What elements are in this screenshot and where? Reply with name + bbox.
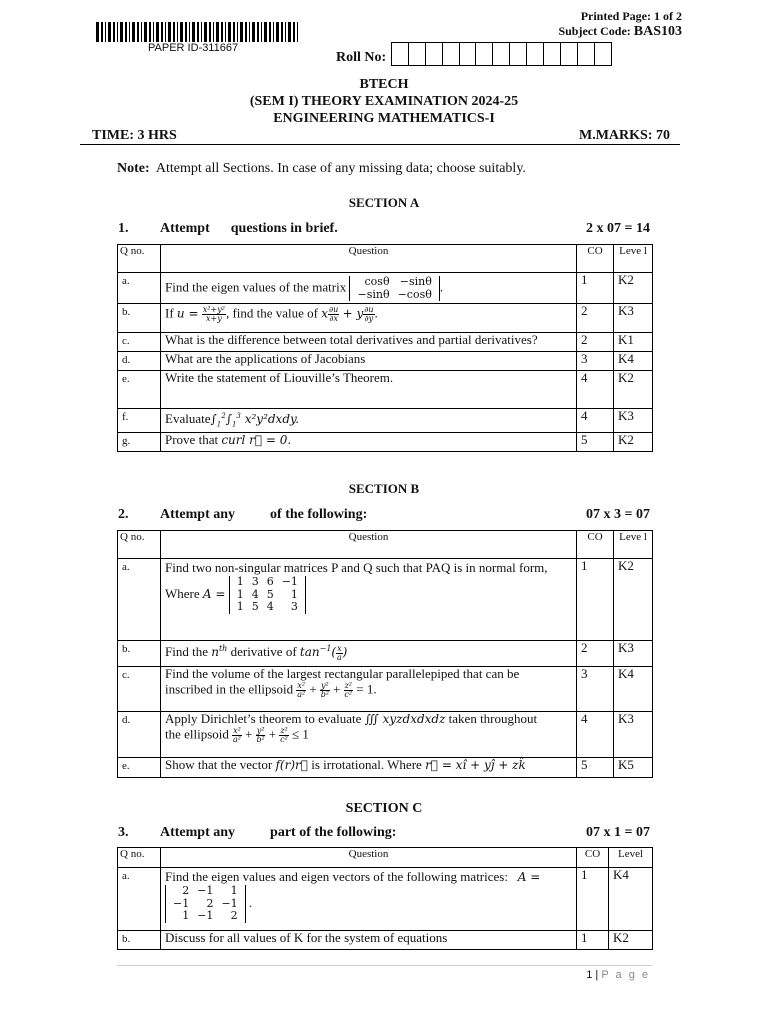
- row-co: 4: [577, 409, 614, 433]
- row-question: Discuss for all values of K for the system of equations: [161, 931, 577, 950]
- row-qno: c.: [118, 333, 161, 352]
- row-question: Show that the vector f(r)r⃗ is irrotational. Where r⃗ = xî + yĵ + zk̂: [161, 758, 577, 778]
- q1-instruction: Attempt questions in brief.: [160, 221, 338, 236]
- question-text: is irrotational. Where: [311, 757, 422, 772]
- row-question: Find the eigen values and eigen vectors of the following matrices: A = 2 −1 1 −1 2 −1 1 −1 2 .: [161, 868, 577, 931]
- q2-marks: 07 x 3 = 07: [586, 507, 650, 522]
- barcode-bar: [113, 22, 115, 42]
- subject-title: ENGINEERING MATHEMATICS-I: [273, 111, 495, 126]
- question-text: the ellipsoid: [165, 726, 229, 742]
- barcode-bar: [293, 22, 295, 42]
- co-header: CO: [577, 245, 614, 273]
- section-c-title: SECTION C: [345, 801, 423, 816]
- roll-no-label: Roll No:: [336, 50, 387, 65]
- page-footer: 1 | P a g e: [586, 969, 650, 981]
- row-qno: g.: [118, 433, 161, 452]
- barcode-bar: [144, 22, 147, 42]
- section-b-table: [117, 530, 653, 778]
- header-divider: [80, 144, 680, 145]
- row-qno: c.: [118, 667, 161, 712]
- q2-instruction: Attempt any of the following:: [160, 507, 368, 522]
- row-level: K3: [614, 641, 653, 667]
- time-allowed: TIME: 3 HRS: [92, 128, 177, 143]
- row-co: 2: [577, 304, 614, 333]
- row-level: K4: [614, 667, 653, 712]
- row-qno: a.: [118, 868, 161, 931]
- row-qno: a.: [118, 559, 161, 641]
- row-level: K3: [614, 712, 653, 758]
- roll-no-box[interactable]: [460, 42, 477, 66]
- barcode-bar: [297, 22, 298, 42]
- roll-no-box[interactable]: [510, 42, 527, 66]
- q1-marks: 2 x 07 = 14: [586, 221, 650, 236]
- level-header: Level: [609, 848, 653, 868]
- subject-code-label: Subject Code:: [558, 24, 631, 38]
- row-qno: f.: [118, 409, 161, 433]
- exam-title: (SEM I) THEORY EXAMINATION 2024-25: [249, 94, 519, 109]
- row-question: Apply Dirichlet’s theorem to evaluate ∭ xyzdxdxdz taken throughout the ellipsoid $\frac{\text{x²}}{\text{a²}}$ + $\frac{\text{y²}}{\text{b²}}$ + $\frac{\text{z²}}{\text{c²}}$ ≤ 1: [161, 712, 577, 758]
- row-level: K5: [614, 758, 653, 778]
- row-co: 3: [577, 352, 614, 371]
- row-question: Find the volume of the largest rectangular parallelepiped that can be inscribed in the ellipsoid $\frac{\text{x²}}{\text{a²}}$ + $\frac{\text{y²}}{\text{b²}}$ + $\frac{\text{z²}}{\text{c²}}$ = 1.: [161, 667, 577, 712]
- barcode-bar: [261, 22, 262, 42]
- barcode-bar: [288, 22, 291, 42]
- barcode-bar: [101, 22, 103, 42]
- page-label: P a g e: [601, 969, 650, 981]
- barcode-bar: [120, 22, 123, 42]
- row-question: If u = $\frac{\text{x²+y²}}{x+y}$ , find the value of x $\frac{\partial u}{\partial x}$ + y $\frac{\partial u}{\partial y}$ .: [161, 304, 577, 333]
- page-number: 1: [586, 969, 593, 981]
- barcode-bar: [105, 22, 106, 42]
- table-row: [118, 371, 653, 409]
- barcode-bar: [129, 22, 130, 42]
- barcode-bar: [189, 22, 190, 42]
- question-text: Find the volume of the largest rectangular parallelepiped that can be: [165, 666, 520, 681]
- row-question: Find the $n^{th}$ derivative of $\tan^{-1}$( $\frac{x}{a}$ ): [161, 641, 577, 667]
- table-row: [118, 868, 653, 931]
- row-qno: d.: [118, 712, 161, 758]
- row-question: What are the applications of Jacobians: [161, 352, 577, 371]
- row-co: 5: [577, 433, 614, 452]
- paper-id: PAPER ID-311667: [148, 42, 239, 54]
- q1-number: 1.: [118, 221, 129, 236]
- row-qno: b.: [118, 641, 161, 667]
- co-header: CO: [577, 531, 614, 559]
- level-header: Leve l: [614, 531, 653, 559]
- table-row: [118, 641, 653, 667]
- printed-page: Printed Page: 1 of 2: [580, 9, 682, 23]
- roll-no-box[interactable]: [443, 42, 460, 66]
- note-text: Attempt all Sections. In case of any missing data; choose suitably.: [155, 161, 526, 176]
- barcode-bar: [257, 22, 259, 42]
- qno-header: Q no.: [118, 245, 161, 273]
- row-co: 1: [577, 559, 614, 641]
- barcode-bar: [132, 22, 135, 42]
- roll-no-box[interactable]: [561, 42, 578, 66]
- barcode-bar: [165, 22, 166, 42]
- barcode-bar: [221, 22, 223, 42]
- row-co: 1: [577, 868, 609, 931]
- table-row: [118, 333, 653, 352]
- barcode-bar: [117, 22, 118, 42]
- course-title: BTECH: [359, 77, 409, 92]
- table-row: [118, 758, 653, 778]
- row-qno: d.: [118, 352, 161, 371]
- section-a-title: SECTION A: [348, 195, 420, 210]
- table-row: [118, 712, 653, 758]
- question-text: Find the eigen values of the matrix: [165, 279, 347, 295]
- barcode-bar: [281, 22, 283, 42]
- row-question: Prove that curl r⃗ = 0.: [161, 433, 577, 452]
- question-header: Question: [161, 245, 577, 273]
- barcode-bar: [173, 22, 175, 42]
- table-header-row: [118, 848, 653, 868]
- question-text: taken throughout: [448, 711, 538, 726]
- matrix: 2 −1 1 −1 2 −1 1 −1 2: [165, 885, 246, 923]
- barcode-bar: [276, 22, 279, 42]
- question-text: Apply Dirichlet’s theorem to evaluate: [165, 711, 362, 726]
- table-row: [118, 931, 653, 950]
- question-text: Prove that: [165, 432, 219, 447]
- co-header: CO: [577, 848, 609, 868]
- row-question: Find two non-singular matrices P and Q such that PAQ is in normal form, Where A = 1 3 6 −1 1 4 5 1 1 5 4 3: [161, 559, 577, 641]
- row-qno: e.: [118, 371, 161, 409]
- row-level: K2: [609, 931, 653, 950]
- footer-divider: [117, 965, 652, 966]
- barcode-bar: [245, 22, 247, 42]
- q3-instruction: Attempt any part of the following:: [160, 825, 397, 840]
- row-level: K2: [614, 433, 653, 452]
- subject-code-value: BAS103: [633, 24, 682, 39]
- note: [117, 161, 526, 177]
- barcode-bar: [209, 22, 211, 42]
- barcode-bar: [264, 22, 267, 42]
- note-label: Note:: [117, 161, 150, 176]
- roll-no-box[interactable]: [578, 42, 595, 66]
- roll-no-box[interactable]: [544, 42, 561, 66]
- row-qno: e.: [118, 758, 161, 778]
- barcode-bar: [216, 22, 219, 42]
- section-c-table: [117, 847, 653, 950]
- row-qno: b.: [118, 931, 161, 950]
- barcode-bar: [137, 22, 139, 42]
- barcode-bar: [204, 22, 207, 42]
- row-question: Find the eigen values of the matrix cosθ −sinθ −sinθ −cosθ .: [161, 273, 577, 304]
- question-header: Question: [161, 531, 577, 559]
- barcode-bar: [228, 22, 231, 42]
- question-text: inscribed in the ellipsoid: [165, 681, 294, 697]
- section-a-table: [117, 244, 653, 452]
- row-co: 4: [577, 712, 614, 758]
- table-row: [118, 433, 653, 452]
- row-level: K4: [609, 868, 653, 931]
- table-row: [118, 559, 653, 641]
- question-text: Evaluate: [165, 411, 211, 426]
- row-question: Write the statement of Liouville’s Theorem.: [161, 371, 577, 409]
- roll-no-box[interactable]: [493, 42, 510, 66]
- barcode-bar: [285, 22, 286, 42]
- barcode-bar: [273, 22, 274, 42]
- question-text: , find the value of: [225, 305, 318, 321]
- subject-code: [558, 24, 682, 40]
- question-text: Find the eigen values and eigen vectors of the following matrices:: [165, 869, 508, 884]
- roll-no-boxes[interactable]: [391, 42, 612, 66]
- roll-no-box[interactable]: [392, 42, 409, 66]
- roll-no-box[interactable]: [426, 42, 443, 66]
- barcode: [96, 22, 302, 42]
- question-text: If: [165, 305, 174, 321]
- row-co: 1: [577, 273, 614, 304]
- row-co: 2: [577, 333, 614, 352]
- qno-header: Q no.: [118, 531, 161, 559]
- q3-marks: 07 x 1 = 07: [586, 825, 650, 840]
- q2-number: 2.: [118, 507, 129, 522]
- roll-no-box[interactable]: [595, 42, 612, 66]
- row-co: 5: [577, 758, 614, 778]
- section-b-title: SECTION B: [348, 481, 420, 496]
- row-level: K2: [614, 273, 653, 304]
- row-question: What is the difference between total derivatives and partial derivatives?: [161, 333, 577, 352]
- question-text: Find two non-singular matrices P and Q such that PAQ is in normal form,: [165, 560, 548, 575]
- roll-no-box[interactable]: [476, 42, 493, 66]
- barcode-bar: [269, 22, 271, 42]
- barcode-bar: [185, 22, 187, 42]
- barcode-bar: [96, 22, 99, 42]
- max-marks: M.MARKS: 70: [579, 128, 670, 143]
- row-qno: b.: [118, 304, 161, 333]
- roll-no-box[interactable]: [527, 42, 544, 66]
- table-header-row: [118, 245, 653, 273]
- barcode-bar: [108, 22, 111, 42]
- barcode-bar: [192, 22, 195, 42]
- row-level: K3: [614, 304, 653, 333]
- barcode-bar: [197, 22, 199, 42]
- question-text: derivative of: [230, 644, 297, 659]
- qno-header: Q no.: [118, 848, 161, 868]
- table-header-row: [118, 531, 653, 559]
- barcode-bar: [125, 22, 127, 42]
- row-level: K4: [614, 352, 653, 371]
- q3-number: 3.: [118, 825, 129, 840]
- barcode-bar: [249, 22, 250, 42]
- question-text: Where: [165, 585, 200, 601]
- barcode-bar: [252, 22, 255, 42]
- row-co: 1: [577, 931, 609, 950]
- question-text: Show that the vector: [165, 757, 273, 772]
- table-row: [118, 273, 653, 304]
- question-header: Question: [161, 848, 577, 868]
- table-row: [118, 304, 653, 333]
- table-row: [118, 409, 653, 433]
- row-level: K2: [614, 371, 653, 409]
- row-co: 4: [577, 371, 614, 409]
- matrix: cosθ −sinθ −sinθ −cosθ: [349, 276, 439, 301]
- barcode-bar: [153, 22, 154, 42]
- row-co: 3: [577, 667, 614, 712]
- matrix: 1 3 6 −1 1 4 5 1 1 5 4 3: [229, 576, 306, 614]
- roll-no-box[interactable]: [409, 42, 426, 66]
- barcode-bar: [240, 22, 243, 42]
- barcode-bar: [149, 22, 151, 42]
- barcode-bar: [141, 22, 142, 42]
- row-question: $Evaluate\int_1^2\int_1^3$ x²y²dxdy.: [161, 409, 577, 433]
- question-text: Find the: [165, 644, 208, 659]
- level-header: Leve l: [614, 245, 653, 273]
- barcode-bar: [201, 22, 202, 42]
- barcode-bar: [213, 22, 214, 42]
- barcode-bar: [225, 22, 226, 42]
- barcode-bar: [180, 22, 183, 42]
- barcode-bar: [168, 22, 171, 42]
- table-row: [118, 667, 653, 712]
- row-level: K2: [614, 559, 653, 641]
- barcode-bar: [233, 22, 235, 42]
- row-co: 2: [577, 641, 614, 667]
- row-level: K1: [614, 333, 653, 352]
- table-row: [118, 352, 653, 371]
- row-level: K3: [614, 409, 653, 433]
- barcode-bar: [156, 22, 159, 42]
- barcode-bar: [237, 22, 238, 42]
- barcode-bar: [177, 22, 178, 42]
- row-qno: a.: [118, 273, 161, 304]
- barcode-bar: [161, 22, 163, 42]
